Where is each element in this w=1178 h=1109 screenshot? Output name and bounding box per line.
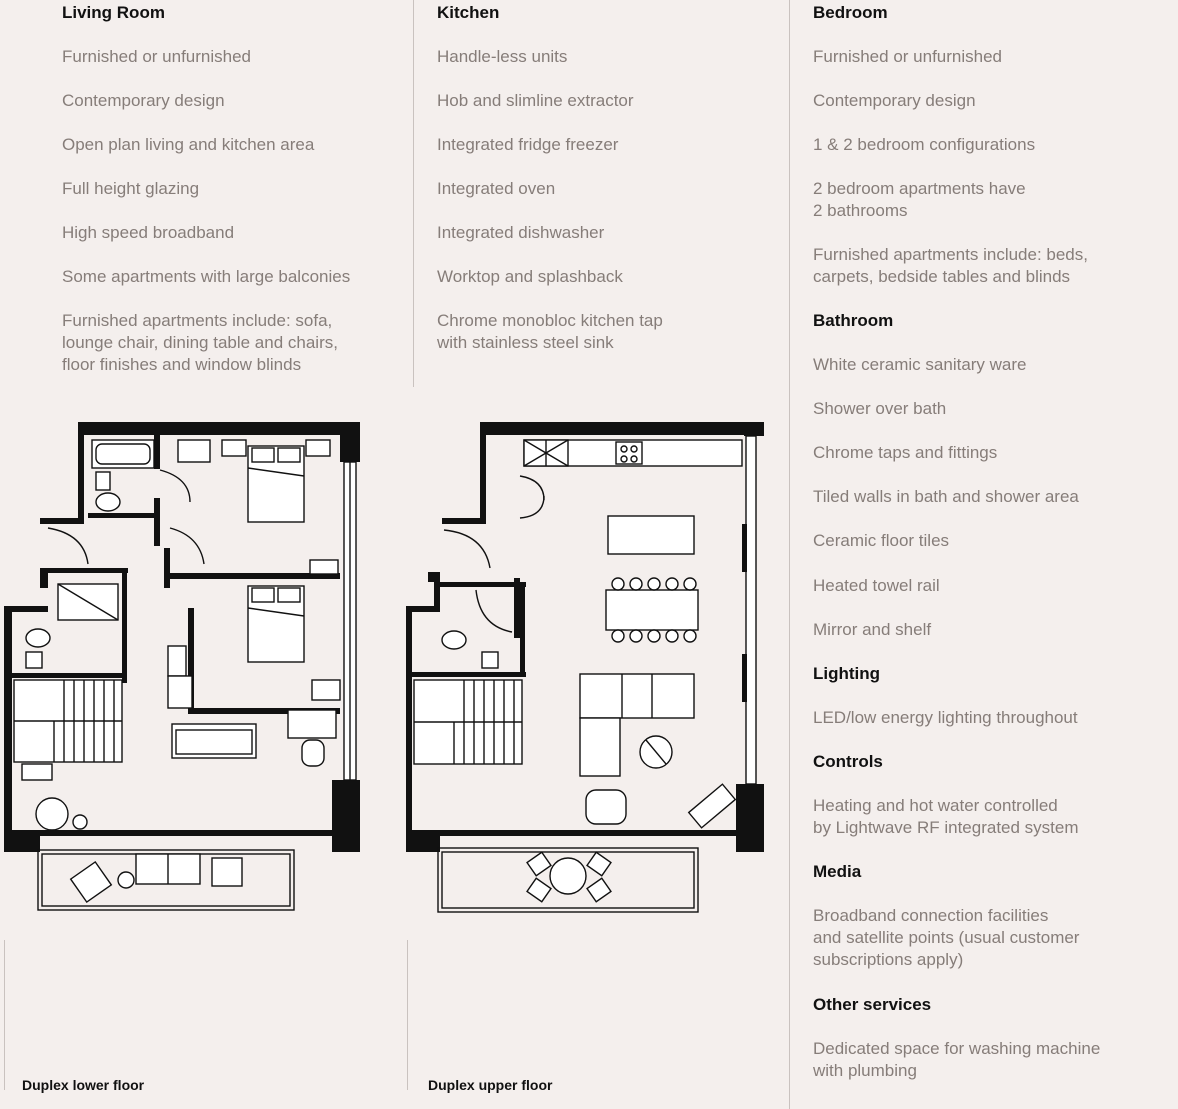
bathroom-item: Heated towel rail (813, 576, 940, 595)
kitchen-item: Integrated dishwasher (437, 223, 605, 242)
other-services-item: Dedicated space for washing machine with plumbing (813, 1039, 1101, 1080)
living-room-item: Some apartments with large balconies (62, 267, 351, 286)
bathroom-item: Chrome taps and fittings (813, 443, 998, 462)
upper-floor-caption: Duplex upper floor (428, 1077, 553, 1093)
other-services-heading: Other services (813, 995, 932, 1014)
bathroom-item: Tiled walls in bath and shower area (813, 487, 1079, 506)
kitchen-heading: Kitchen (437, 3, 500, 22)
living-room-item: Furnished apartments include: sofa, lounge chair, dining table and chairs, floor finishes and window blinds (62, 311, 338, 374)
stairs-icon (14, 680, 122, 762)
bedroom-item: 1 & 2 bedroom configurations (813, 135, 1036, 154)
kitchen-item: Chrome monobloc kitchen tap with stainless steel sink (437, 311, 663, 352)
bedroom-item: Contemporary design (813, 91, 976, 110)
bedroom-heading: Bedroom (813, 3, 888, 22)
living-room-item: Full height glazing (62, 179, 200, 198)
media-heading: Media (813, 862, 862, 881)
living-room-item: Contemporary design (62, 91, 225, 110)
media-item: Broadband connection facilities and satellite points (usual customer subscriptions apply) (813, 906, 1080, 969)
stairs-icon (414, 680, 522, 764)
kitchen-item: Handle-less units (437, 47, 568, 66)
upper-floor-plan (400, 418, 770, 918)
living-room-item: Open plan living and kitchen area (62, 135, 315, 154)
bathroom-item: White ceramic sanitary ware (813, 355, 1027, 374)
living-room-heading: Living Room (62, 3, 165, 22)
divider-3 (4, 940, 5, 1090)
lighting-item: LED/low energy lighting throughout (813, 708, 1078, 727)
kitchen-item: Hob and slimline extractor (437, 91, 634, 110)
bedroom-item: 2 bedroom apartments have 2 bathrooms (813, 179, 1026, 220)
bathroom-item: Ceramic floor tiles (813, 531, 950, 550)
bathroom-heading: Bathroom (813, 311, 894, 330)
divider-2 (789, 0, 790, 1109)
lighting-heading: Lighting (813, 664, 881, 683)
kitchen-item: Integrated fridge freezer (437, 135, 619, 154)
bathroom-item: Shower over bath (813, 399, 947, 418)
controls-item: Heating and hot water controlled by Lightwave RF integrated system (813, 796, 1079, 837)
bathroom-item: Mirror and shelf (813, 620, 932, 639)
living-room-item: Furnished or unfurnished (62, 47, 252, 66)
kitchen-item: Worktop and splashback (437, 267, 623, 286)
living-room-item: High speed broadband (62, 223, 235, 242)
divider-4 (407, 940, 408, 1090)
controls-heading: Controls (813, 752, 883, 771)
kitchen-item: Integrated oven (437, 179, 556, 198)
divider-1 (413, 0, 414, 387)
lower-floor-plan (0, 418, 370, 918)
bedroom-item: Furnished apartments include: beds, carpets, bedside tables and blinds (813, 245, 1088, 286)
lower-floor-caption: Duplex lower floor (22, 1077, 145, 1093)
bedroom-item: Furnished or unfurnished (813, 47, 1003, 66)
